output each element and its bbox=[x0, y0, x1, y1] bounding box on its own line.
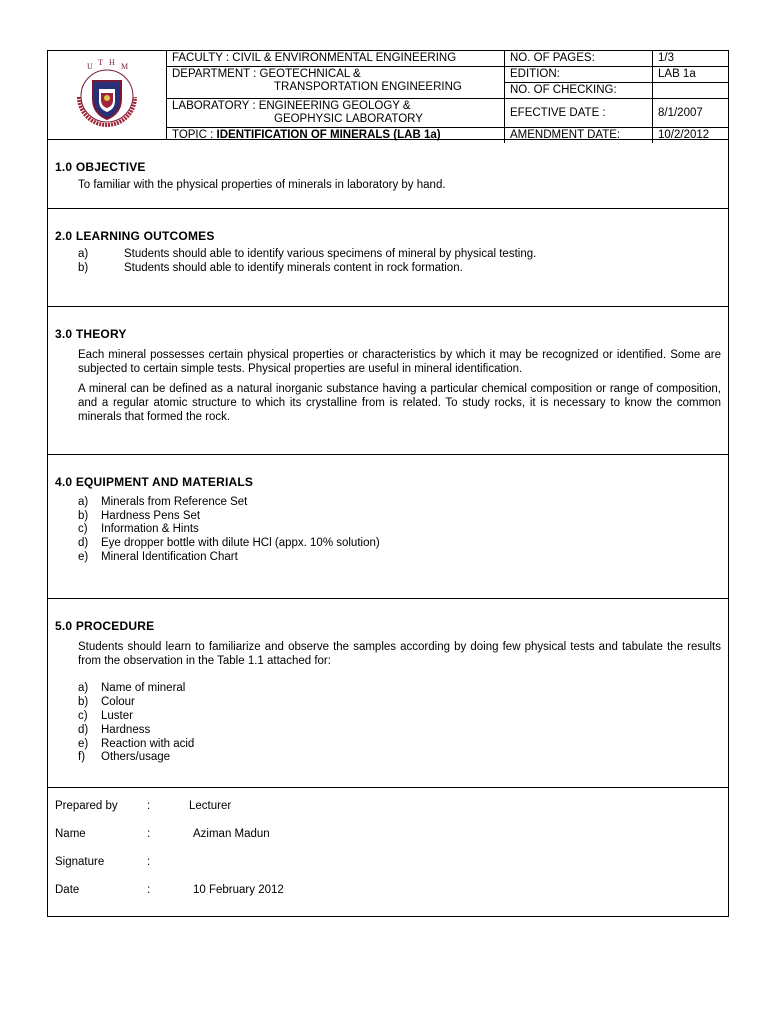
signature-row: Signature : bbox=[55, 856, 151, 868]
svg-text:M: M bbox=[121, 62, 129, 71]
equipment-list bbox=[78, 496, 721, 565]
uthm-crest-icon bbox=[57, 55, 157, 135]
document-header bbox=[48, 51, 728, 140]
topic-label: TOPIC : bbox=[172, 129, 217, 141]
pages-value: 1/3 bbox=[653, 51, 728, 67]
checking-label: NO. OF CHECKING: bbox=[505, 83, 653, 99]
checking-value bbox=[653, 83, 728, 99]
objective-title: 1.0 OBJECTIVE bbox=[55, 160, 146, 174]
theory-paragraph-1: Each mineral possesses certain physical properties or characteristics by which it may be recognized or identified. Some are subjected to certain simple tests. Physical properties are useful in mineral identification. bbox=[78, 348, 721, 375]
svg-text:T: T bbox=[98, 58, 103, 67]
procedure-list bbox=[78, 682, 721, 765]
department-line-2: TRANSPORTATION ENGINEERING bbox=[274, 81, 462, 93]
list-item: a) Minerals from Reference Set bbox=[78, 495, 248, 508]
department-line-1: DEPARTMENT : GEOTECHNICAL & bbox=[172, 68, 361, 80]
date-row: Date : 10 February 2012 bbox=[55, 884, 284, 896]
outcomes-section bbox=[48, 209, 728, 307]
theory-title: 3.0 THEORY bbox=[55, 327, 127, 341]
topic-value: IDENTIFICATION OF MINERALS (LAB 1a) bbox=[216, 129, 441, 141]
equipment-section bbox=[48, 455, 728, 599]
objective-text: To familiar with the physical properties of minerals in laboratory by hand. bbox=[78, 178, 446, 191]
list-item: f) Others/usage bbox=[78, 751, 171, 764]
list-item: a) Name of mineral bbox=[78, 682, 186, 695]
prepared-by-value: Lecturer bbox=[189, 800, 232, 812]
list-item: a) Students should able to identify various specimens of mineral by physical testing. bbox=[78, 247, 537, 260]
header-table bbox=[167, 51, 728, 139]
objective-section bbox=[48, 140, 728, 209]
list-item: b) Hardness Pens Set bbox=[78, 509, 201, 522]
svg-text:H: H bbox=[109, 58, 115, 67]
procedure-section bbox=[48, 599, 728, 788]
list-item: e) Mineral Identification Chart bbox=[78, 550, 238, 563]
pages-label: NO. OF PAGES: bbox=[505, 51, 653, 67]
outcomes-title: 2.0 LEARNING OUTCOMES bbox=[55, 229, 215, 243]
list-item: d) Eye dropper bottle with dilute HCl (appx. 10% solution) bbox=[78, 537, 380, 550]
prepared-by-row: Prepared by : Lecturer bbox=[55, 800, 232, 812]
svg-text:U: U bbox=[87, 62, 93, 71]
effective-label: EFECTIVE DATE : bbox=[505, 99, 653, 128]
edition-value: LAB 1a bbox=[653, 67, 728, 83]
faculty-cell: FACULTY : CIVIL & ENVIRONMENTAL ENGINEERING bbox=[167, 51, 505, 67]
amendment-value: 10/2/2012 bbox=[658, 129, 710, 141]
signoff-block bbox=[48, 788, 728, 916]
university-logo bbox=[48, 51, 167, 139]
outcomes-list bbox=[78, 248, 721, 276]
list-item: d) Hardness bbox=[78, 723, 151, 736]
list-item: c) Information & Hints bbox=[78, 523, 199, 536]
procedure-title: 5.0 PROCEDURE bbox=[55, 619, 155, 633]
edition-label: EDITION: bbox=[505, 67, 653, 83]
name-row: Name : Aziman Madun bbox=[55, 828, 270, 840]
theory-section bbox=[48, 307, 728, 455]
department-cell bbox=[167, 67, 505, 99]
topic-cell bbox=[167, 128, 505, 143]
laboratory-cell bbox=[167, 99, 505, 128]
list-item: b) Students should able to identify minerals content in rock formation. bbox=[78, 261, 463, 274]
amendment-label: AMENDMENT DATE: bbox=[505, 128, 653, 143]
equipment-title: 4.0 EQUIPMENT AND MATERIALS bbox=[55, 475, 254, 489]
list-item: e) Reaction with acid bbox=[78, 737, 195, 750]
laboratory-line-2: GEOPHYSIC LABORATORY bbox=[274, 113, 423, 125]
list-item: b) Colour bbox=[78, 696, 135, 709]
date-value: 10 February 2012 bbox=[193, 884, 284, 896]
effective-value: 8/1/2007 bbox=[653, 99, 728, 128]
list-item: c) Luster bbox=[78, 709, 133, 722]
theory-paragraph-2: A mineral can be defined as a natural inorganic substance having a particular chemical composition or range of composition, and a regular atomic structure to which its crystalline from is related. To study rocks, it is necessary to know the common minerals that formed the rock. bbox=[78, 383, 721, 423]
laboratory-line-1: LABORATORY : ENGINEERING GEOLOGY & bbox=[172, 100, 411, 112]
name-value: Aziman Madun bbox=[193, 828, 270, 840]
lab-sheet bbox=[47, 50, 729, 917]
procedure-text: Students should learn to familiarize and observe the samples according by doing few physical tests and tabulate the results from the observation in the Table 1.1 attached for: bbox=[78, 640, 721, 667]
